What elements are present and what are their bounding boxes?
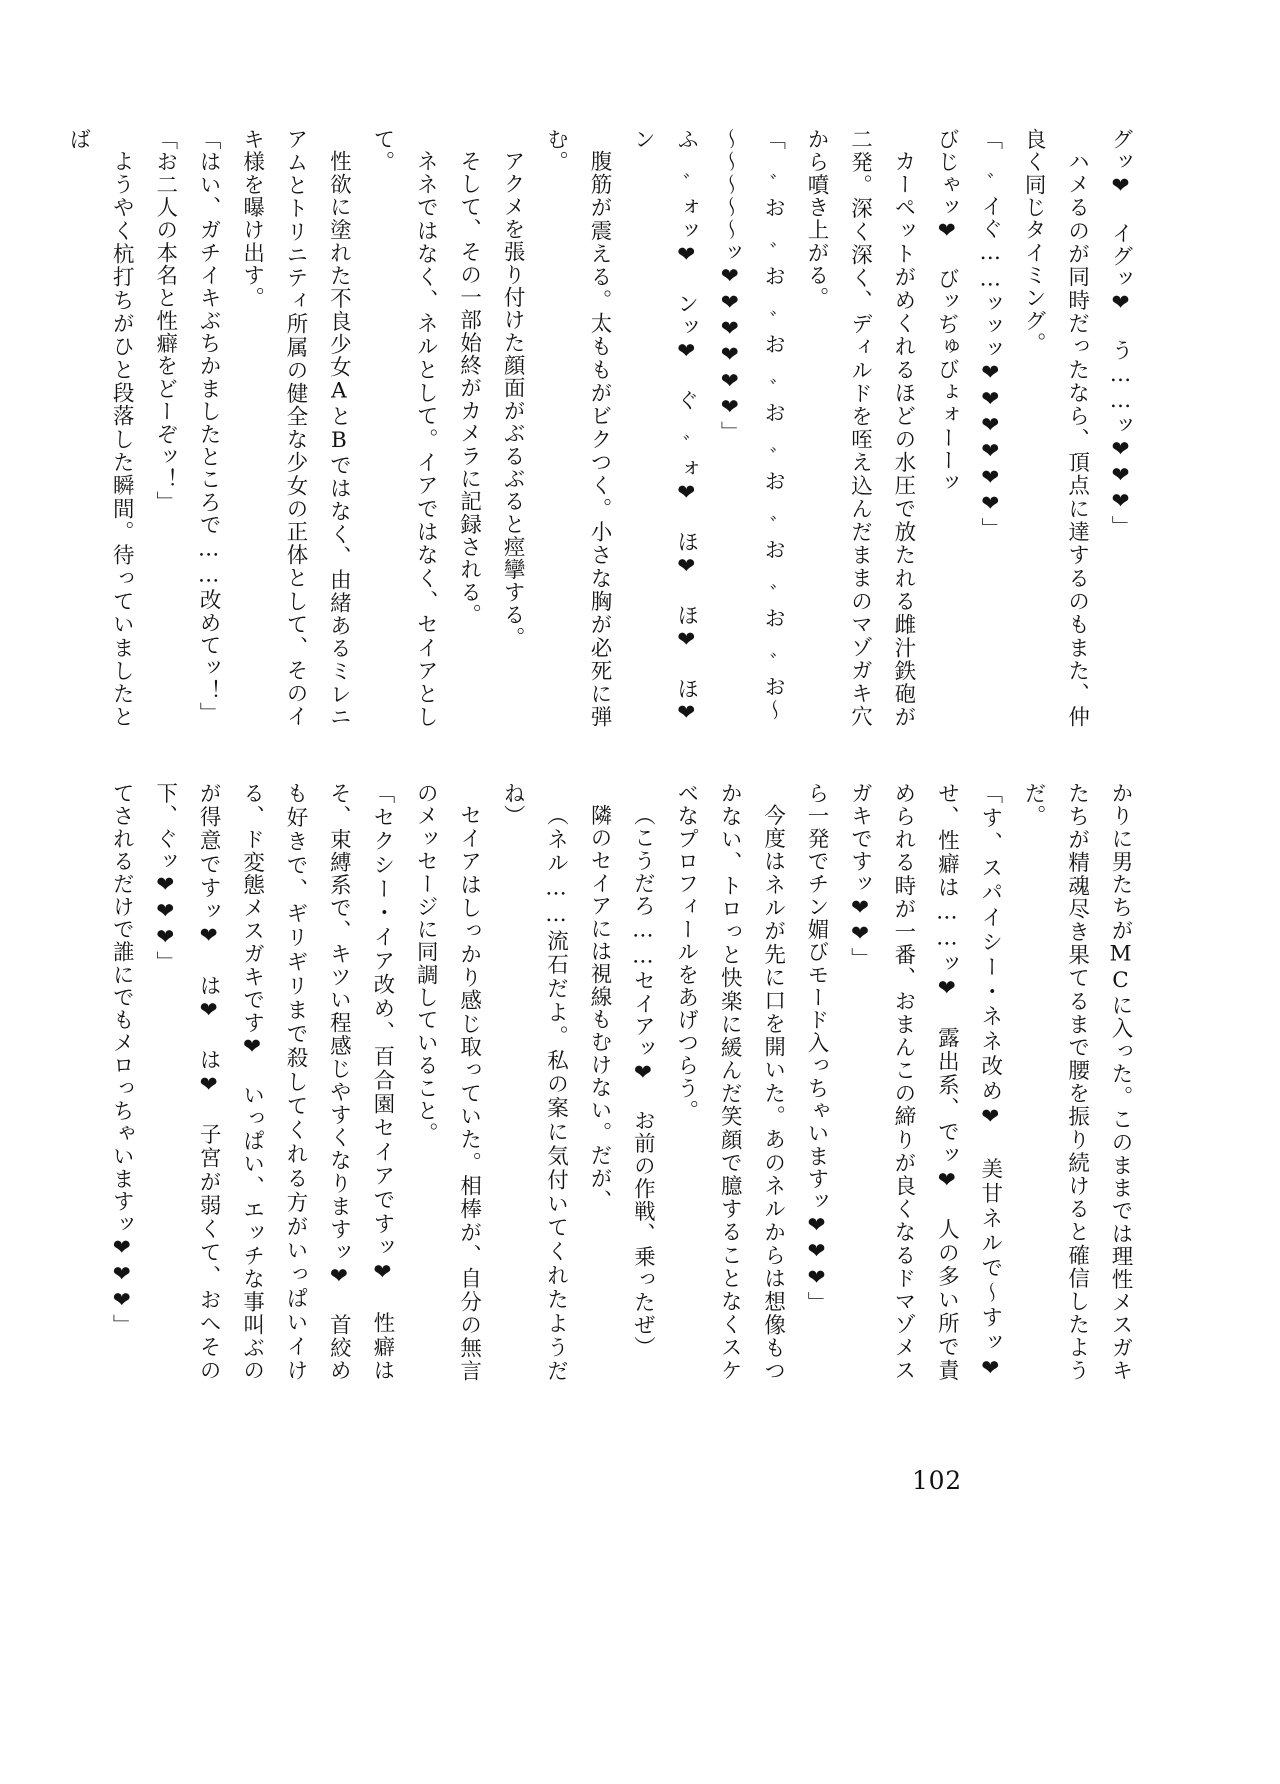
paragraph: ようやく杭打ちがひと段落した瞬間。待っていましたとば	[65, 128, 135, 728]
paragraph: びじゃッ❤ びッぢゅびょォーーッ	[934, 128, 960, 495]
paragraph: 隣のセイアには視線もむけない。だが、	[586, 803, 612, 1212]
paragraph: カーペットがめくれるほどの水圧で放たれる雌汁鉄砲が二発。深く深く、ディルドを咥え込んだままのマゾガキ穴から噴き上がる。	[804, 128, 916, 728]
paragraph: セイアはしっかり感じ取っていた。相棒が、自分の無言のメッセージに同調していること。	[413, 782, 482, 1382]
upper-text-block	[65, 128, 1142, 751]
paragraph: アクメを張り付けた顔面がぶるぶると痙攣する。	[500, 149, 526, 649]
paragraph: 「 ﾞお ﾞお ﾞお ﾞお ﾞお ﾞお ﾞお ﾞお～～～～～～ッ❤❤❤❤❤❤」	[717, 128, 786, 723]
paragraph: 「セクシー・イア改め、百合園セイアですッ❤ 性癖はそ、束縛系で、キツい程感じやすくなりますッ❤ 首絞めも好きで、ギリギリまで殺してくれる方がいっぱいイける、ド変態メスガキです❤ いっぱい、エッチな事叫ぶのが得意ですッ❤ は❤ は❤ 子宮が弱くて、おへその下、ぐッ❤❤❤」	[152, 782, 395, 1382]
page-number: 102	[912, 1466, 962, 1495]
lower-text-block	[109, 782, 1142, 1405]
paragraph: ら一発でチン媚びモード入っちゃいますッ❤❤❤」	[804, 782, 830, 1315]
paragraph: 「す、スパイシー・ネネ改め❤ 美甘ネルで～すッ❤ せ、性癖は……ッ❤ 露出系、でッ❤ 人の多い所で責められる時が一番、おまんこの締りが良くなるドマゾメスガキですッ❤❤」	[847, 782, 1003, 1405]
paragraph: そして、その一部始終がカメラに記録される。	[456, 149, 482, 626]
paragraph: かりに男たちがMCに入った。このままでは理性メスガキたちが精魂尽き果てるまで腰を振り続けると確信したようだ。	[1021, 782, 1133, 1382]
paragraph: 「お二人の本名と性癖をどーぞッ！」	[152, 128, 178, 514]
paragraph: 今度はネルが先に口を開いた。あのネルからは想像もつかない、トロっと快楽に緩んだ笑顔で臆することなくスケベなプロフィールをあげつらう。	[673, 782, 786, 1382]
paragraph: ハメるのが同時だったなら、頂点に達するのもまた、仲良く同じタイミング。	[1021, 128, 1090, 728]
paragraph: （ネル……流石だよ。私の案に気付いてくれたようだね）	[500, 782, 569, 1382]
paragraph: 「 ﾞイぐ……ッッッ❤❤❤❤❤❤」	[977, 128, 1003, 541]
paragraph: ネネではなく、ネルとして。イアではなく、セイアとして。	[369, 128, 439, 728]
paragraph: 性欲に塗れた不良少女AとBではなく、由緒あるミレニアムとトリニティ所属の健全な少女の正体として、そのイキ様を曝け出す。	[239, 128, 352, 728]
paragraph: 腹筋が震える。太ももがビクつく。小さな胸が必死に弾む。	[543, 128, 612, 728]
paragraph: グッ❤ イグッ❤ う……ッ❤❤❤」	[1108, 128, 1133, 539]
paragraph: （こうだろ……セイアッ❤ お前の作戦、乗ったぜ）	[630, 803, 656, 1359]
paragraph: 「はい、ガチイキぶちかましたところで……改めてッ！」	[196, 128, 222, 725]
paragraph: ふ ﾞォッ❤ ンッ❤ ぐ ﾞォ❤ ほ❤ ほ❤ ほ❤ ン	[630, 128, 699, 751]
paragraph: てされるだけで誰にでもメロっちゃいますッ❤❤❤」	[109, 782, 135, 1337]
